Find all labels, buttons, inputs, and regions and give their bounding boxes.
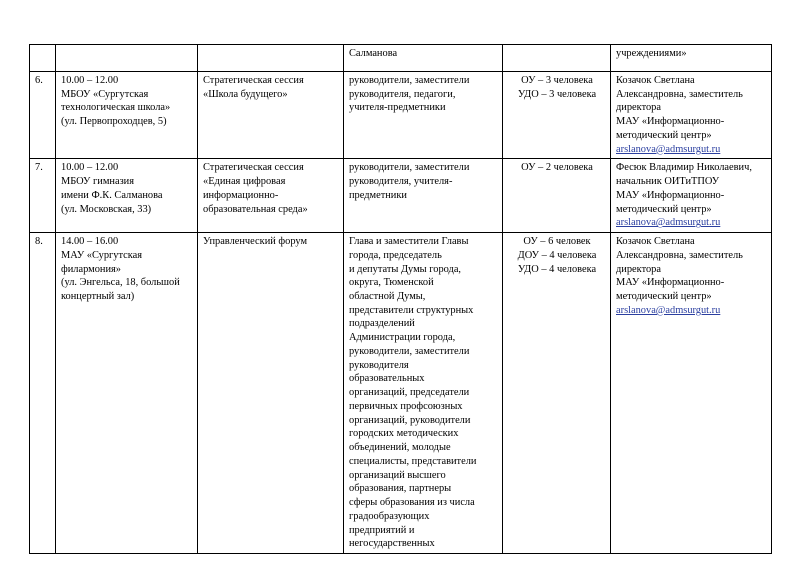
text-line: негосударственных bbox=[349, 538, 435, 550]
cell-participants bbox=[344, 72, 503, 159]
text-line: организаций высшего bbox=[349, 469, 446, 481]
cell-count bbox=[503, 72, 611, 159]
text-line: филармония» bbox=[61, 263, 121, 275]
text-line: областной Думы, bbox=[349, 291, 426, 303]
text-line: МАУ «Сургутская bbox=[61, 249, 143, 261]
text-line: предметники bbox=[349, 189, 407, 201]
cell-event bbox=[198, 45, 344, 72]
text-line: первичных профсоюзных bbox=[349, 400, 463, 412]
text-line: (ул. Энгельса, 18, большой bbox=[61, 277, 180, 289]
text-line: учителя-предметники bbox=[349, 102, 446, 114]
text-line: директора bbox=[616, 263, 661, 275]
cell-responsible bbox=[611, 159, 772, 233]
text-line: представители структурных bbox=[349, 304, 474, 316]
email-link[interactable]: arslanova@admsurgut.ru bbox=[616, 217, 721, 229]
cell-row-number: 7. bbox=[30, 159, 56, 233]
cell-row-number bbox=[30, 45, 56, 72]
text-line: руководители, заместители bbox=[349, 75, 470, 86]
text-line: градообразующих bbox=[349, 510, 430, 522]
text-line: Александровна, заместитель bbox=[616, 249, 743, 261]
text-line: Фесюк Владимир Николаевич, bbox=[616, 162, 752, 174]
text-line: УДО – 4 человека bbox=[517, 263, 597, 275]
cell-row-number: 8. bbox=[30, 233, 56, 554]
cell-count bbox=[503, 159, 611, 233]
cell-place bbox=[56, 72, 198, 159]
text-line: 10.00 – 12.00 bbox=[61, 75, 119, 86]
text-line: МБОУ гимназия bbox=[61, 176, 135, 188]
text-line: предприятий и bbox=[349, 524, 415, 536]
cell-place bbox=[56, 159, 198, 233]
table-row bbox=[30, 72, 772, 159]
cell-row-number: 6. bbox=[30, 72, 56, 159]
text-line: Козачок Светлана bbox=[616, 75, 695, 86]
cell-place bbox=[56, 45, 198, 72]
text-line: методический центр» bbox=[616, 129, 712, 141]
text-line: организаций, председатели bbox=[349, 387, 470, 399]
text-line: образования, партнеры bbox=[349, 483, 452, 495]
table-row bbox=[30, 233, 772, 554]
text-line: и депутаты Думы города, bbox=[349, 263, 462, 275]
text-line: МАУ «Информационно- bbox=[616, 116, 725, 128]
text-line: ДОУ – 4 человека bbox=[517, 249, 597, 261]
text-line: Козачок Светлана bbox=[616, 236, 695, 248]
text-line: технологическая школа» bbox=[61, 102, 171, 114]
cell-event bbox=[198, 72, 344, 159]
text-line: образовательная среда» bbox=[203, 203, 308, 215]
text-line: Александровна, заместитель bbox=[616, 88, 743, 100]
text-line: городских методических bbox=[349, 428, 459, 440]
text-line: ОУ – 6 человек bbox=[523, 236, 591, 248]
cell-place bbox=[56, 233, 198, 554]
text-line: округа, Тюменской bbox=[349, 277, 434, 289]
email-link[interactable]: arslanova@admsurgut.ru bbox=[616, 143, 721, 155]
text-line: начальник ОИТиТПОУ bbox=[616, 176, 720, 188]
text-line: организаций, руководители bbox=[349, 414, 471, 426]
text-line: специалисты, представители bbox=[349, 455, 477, 467]
schedule-table bbox=[29, 44, 772, 554]
text-line: директора bbox=[616, 102, 661, 114]
text-line: Стратегическая сессия bbox=[203, 75, 304, 86]
text-line: руководители, заместители bbox=[349, 162, 470, 174]
cell-responsible: учреждениями» bbox=[611, 45, 772, 72]
text-line: МАУ «Информационно- bbox=[616, 189, 725, 201]
cell-count bbox=[503, 233, 611, 554]
text-line: сферы образования из числа bbox=[349, 497, 475, 509]
table-row bbox=[30, 159, 772, 233]
text-line: информационно- bbox=[203, 189, 279, 201]
text-line: УДО – 3 человека bbox=[517, 88, 597, 100]
text-line: руководителя, педагоги, bbox=[349, 88, 456, 100]
cell-responsible bbox=[611, 72, 772, 159]
text-line: методический центр» bbox=[616, 203, 712, 215]
text-line: 10.00 – 12.00 bbox=[61, 162, 119, 174]
text-line: МАУ «Информационно- bbox=[616, 277, 725, 289]
cell-count bbox=[503, 45, 611, 72]
text-line: руководители, заместители bbox=[349, 345, 470, 357]
table-body bbox=[30, 45, 772, 554]
cell-event bbox=[198, 159, 344, 233]
text-line: города, председатель bbox=[349, 249, 442, 261]
text-line: Администрации города, bbox=[349, 332, 456, 344]
text-line: 14.00 – 16.00 bbox=[61, 236, 119, 248]
text-line: руководителя, учителя- bbox=[349, 176, 453, 188]
text-line: (ул. Московская, 33) bbox=[61, 203, 152, 215]
cell-participants bbox=[344, 159, 503, 233]
text-line: образовательных bbox=[349, 373, 425, 385]
table-row-continuation bbox=[30, 45, 772, 72]
text-line: методический центр» bbox=[616, 291, 712, 303]
email-link[interactable]: arslanova@admsurgut.ru bbox=[616, 304, 721, 316]
text-line: Стратегическая сессия bbox=[203, 162, 304, 174]
text-line: «Школа будущего» bbox=[203, 88, 288, 100]
text-line: подразделений bbox=[349, 318, 415, 330]
text-line: (ул. Первопроходцев, 5) bbox=[61, 116, 167, 128]
cell-participants: Салманова bbox=[344, 45, 503, 72]
text-line: объединений, молодые bbox=[349, 442, 451, 454]
text-line: руководителя bbox=[349, 359, 409, 371]
text-line: концертный зал) bbox=[61, 291, 135, 303]
text-line: ОУ – 2 человека bbox=[521, 162, 593, 174]
cell-responsible bbox=[611, 233, 772, 554]
text-line: Управленческий форум bbox=[203, 236, 308, 248]
text-line: МБОУ «Сургутская bbox=[61, 88, 149, 100]
text-line: «Единая цифровая bbox=[203, 176, 286, 188]
cell-event bbox=[198, 233, 344, 554]
text-line: Глава и заместители Главы bbox=[349, 236, 469, 248]
cell-participants bbox=[344, 233, 503, 554]
text-line: ОУ – 3 человека bbox=[521, 75, 593, 86]
text-line: имени Ф.К. Салманова bbox=[61, 189, 163, 201]
